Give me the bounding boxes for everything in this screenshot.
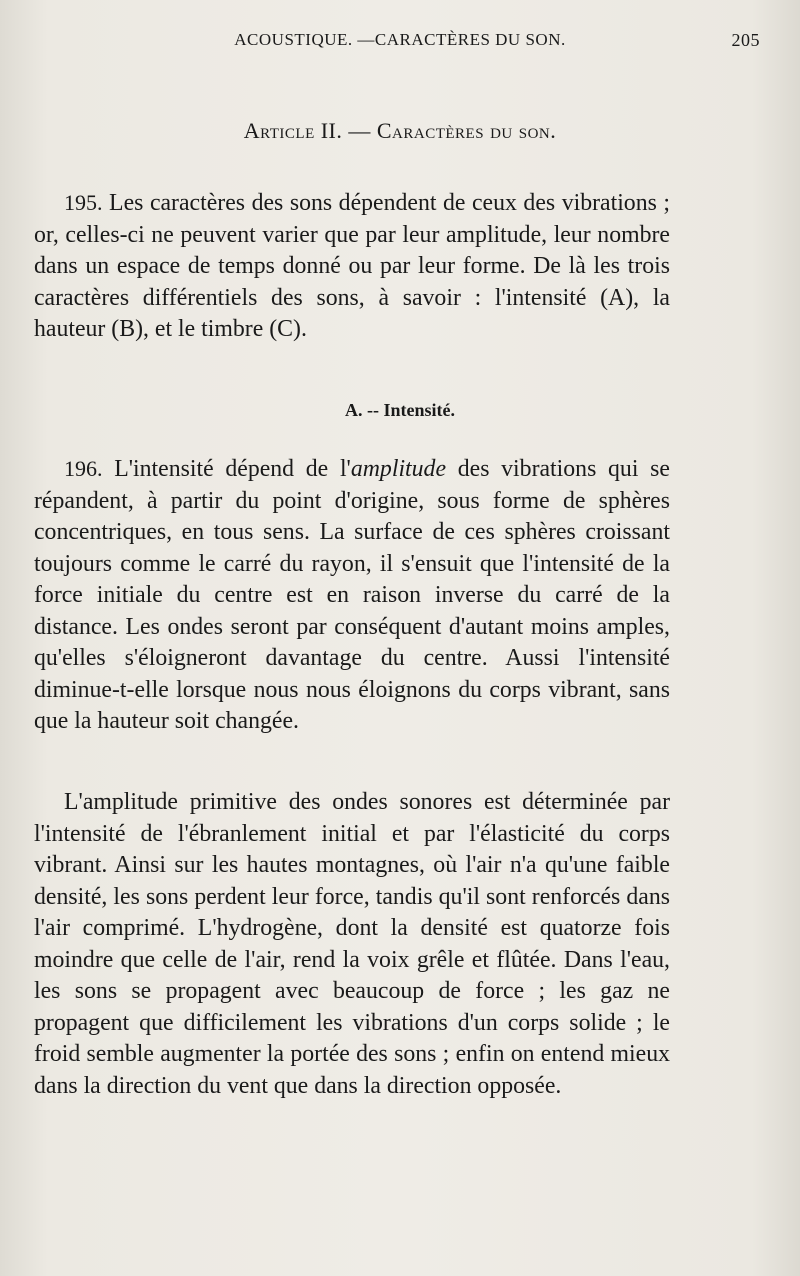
page-number: 205: [731, 30, 760, 50]
paragraph-text: L'amplitude primitive des ondes sonores est déterminée par l'intensité de l'ébranlement initial et par l'élasticité du corps vibrant. Ainsi sur les hautes montagnes, où l'air n'a qu'une faible densité, les sons perdent leur force, tandis qu'il sont renforcés dans l'air comprimé. L'hydrogène, dont la densité est quatorze fois moindre que celle de l'air, rend la voix grêle et flûtée. Dans l'eau, les sons se propagent avec beaucoup de force ; les gaz ne propagent que difficilement les vibrations d'un corps solide ; le froid semble augmenter la portée des sons ; enfin on entend mieux dans la direction du vent que dans la direction opposée.: [34, 789, 670, 1099]
paragraph-text-end: des vibrations qui se répandent, à partir du point d'origine, sous forme de sphères concentriques, en tous sens. La surface de ces sphères croissant toujours comme le carré du rayon, il s'ensuit que l'intensité de la force initiale du centre est en raison inverse du carré de la distance. Les ondes seront par conséquent d'autant moins amples, qu'elles s'éloigneront davantage du centre. Aussi l'intensité diminue-t-elle lorsque nous nous éloignons du corps vibrant, sans que la hauteur soit changée.: [34, 456, 670, 734]
paragraph-195: [34, 187, 670, 346]
paragraph-amplitude: [34, 787, 670, 1102]
paragraph-number: 195.: [64, 190, 103, 215]
paragraph-196: [34, 453, 670, 738]
paragraph-text-start: L'intensité dépend de l': [114, 456, 351, 482]
article-title: Article II. — Caractères du son.: [243, 118, 557, 143]
paragraph-number: 196.: [64, 456, 103, 481]
paragraph-text: Les caractères des sons dépendent de ceux des vibrations ; or, celles-ci ne peuvent varier que par leur amplitude, leur nombre dans un espace de temps donné ou par leur forme. De là les trois caractères différentiels des sons, à savoir : l'intensité (A), la hauteur (B), et le timbre (C).: [34, 190, 671, 342]
running-head: [40, 30, 760, 54]
running-title: ACOUSTIQUE. —CARACTÈRES DU SON.: [234, 30, 566, 49]
section-title-intensite: A. -- Intensité.: [345, 400, 455, 420]
emphasis-amplitude: amplitude: [350, 456, 447, 482]
